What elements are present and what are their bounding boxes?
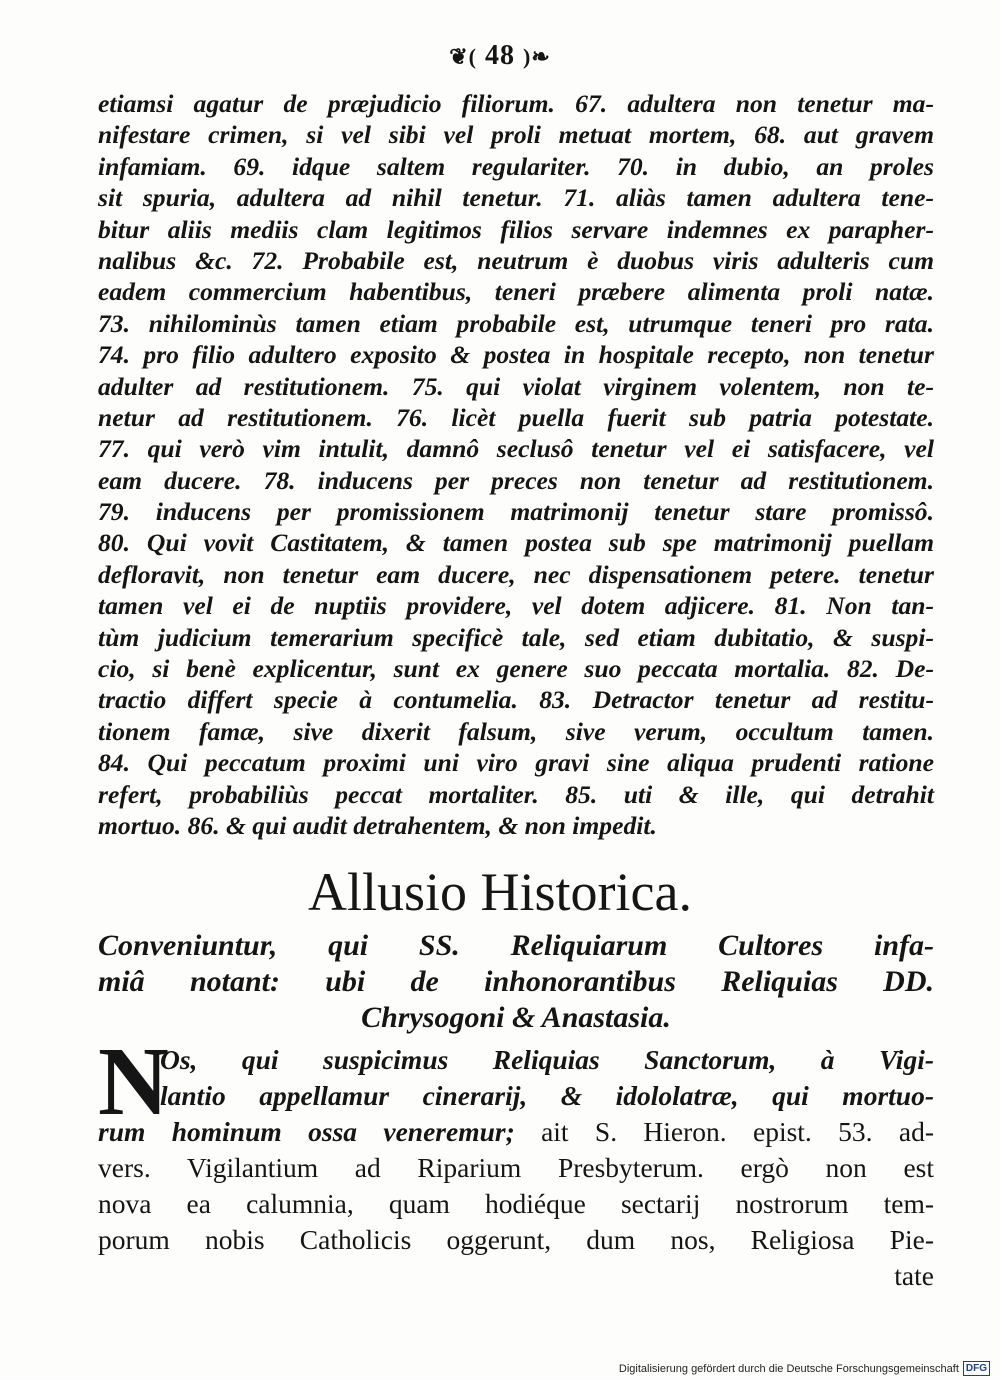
text-line: 79. inducens per promissionem matrimonij tenetur stare promissô. <box>98 497 934 527</box>
text-line: eam ducere. 78. inducens per preces non tenetur ad restitutionem. <box>98 465 934 495</box>
subhead-line: Chrysogoni & Anastasia. <box>361 1001 671 1034</box>
body-line: vers. Vigilantium ad Riparium Presbyterum. ergò non est <box>98 1152 934 1183</box>
body-paragraph <box>98 1028 934 1294</box>
text-line: refert, probabiliùs peccat mortaliter. 85. uti & ille, qui detrahit <box>98 779 934 809</box>
subhead-line: miâ notant: ubi de inhonorantibus Reliquias DD. <box>98 965 934 998</box>
body-line-rest: ait S. Hieron. epist. 53. ad- <box>514 1116 934 1147</box>
text-line: 80. Qui vovit Castitatem, & tamen postea sub spe matrimonij puellam <box>98 528 934 558</box>
ornament-left: ❦( <box>449 44 477 69</box>
section-subheading <box>98 928 934 1036</box>
text-line: etiamsi agatur de præjudicio filiorum. 67. adultera non tenetur ma- <box>98 89 934 118</box>
footer-text: Digitalisierung gefördert durch die Deutsche Forschungsgemeinschaft <box>618 1362 959 1375</box>
text-line: 84. Qui peccatum proximi uni viro gravi sine aliqua prudenti ratione <box>98 748 934 778</box>
page-number: 48 <box>485 40 515 71</box>
body-line <box>98 1114 934 1150</box>
text-line: cio, si benè explicentur, sunt ex genere suo peccata mortalia. 82. De- <box>98 654 934 684</box>
text-line: 77. qui verò vim intulit, damnô seclusô tenetur vel ei satisfacere, vel <box>98 434 934 464</box>
text-line: mortuo. 86. & qui audit detrahentem, & non impedit. <box>98 810 657 840</box>
section-heading: Allusio Historica. <box>308 862 692 922</box>
text-line: adulter ad restitutionem. 75. qui violat virginem volentem, non te- <box>98 371 934 401</box>
text-line: infamiam. 69. idque saltem regulariter. 70. in dubio, an proles <box>98 151 934 181</box>
body-line-italic: rum hominum ossa veneremur; <box>98 1116 515 1147</box>
ornament-right: )❧ <box>523 44 551 69</box>
text-line: nalibus &c. 72. Probabile est, neutrum è duobus viris adulteris cum <box>98 245 934 275</box>
text-line: 74. pro filio adultero exposito & postea in hospitale recepto, non tenetur <box>98 340 934 370</box>
subhead-line: Conveniuntur, qui SS. Reliquiarum Cultores infa- <box>98 929 934 962</box>
text-line: netur ad restitutionem. 76. licèt puella fuerit sub patria potestate. <box>98 402 934 432</box>
text-line: tionem famæ, sive dixerit falsum, sive verum, occultum tamen. <box>98 716 934 746</box>
dfg-logo: DFG <box>963 1361 990 1376</box>
text-line: eadem commercium habentibus, teneri præbere alimenta proli natæ. <box>98 277 934 307</box>
text-line: tamen vel ei de nuptiis providere, vel dotem adjicere. 81. Non tan- <box>98 591 934 621</box>
body-line: tate <box>894 1260 934 1291</box>
body-line: lantio appellamur cinerarij, & idololatræ, qui mortuo- <box>160 1080 934 1111</box>
digitization-footer <box>619 1361 990 1376</box>
text-line: sit spuria, adultera ad nihil tenetur. 71. aliàs tamen adultera tene- <box>98 183 934 213</box>
drop-cap: N <box>98 1028 169 1136</box>
text-line: 73. nihilominùs tamen etiam probabile est, utrumque teneri pro rata. <box>98 308 934 338</box>
body-line: nova ea calumnia, quam hodiéque sectarij nostrorum tem- <box>98 1188 934 1219</box>
text-line: tùm judicium temerarium specificè tale, sed etiam dubitatio, & suspi- <box>98 622 934 652</box>
text-line: bitur aliis mediis clam legitimos filios servare indemnes ex parapher- <box>98 214 934 244</box>
italic-text-block <box>98 88 934 841</box>
body-line: porum nobis Catholicis oggerunt, dum nos, Religiosa Pie- <box>98 1224 934 1255</box>
text-line: tractio differt specie à contumelia. 83. Detractor tenetur ad restitu- <box>98 685 934 715</box>
text-line: defloravit, non tenetur eam ducere, nec dispensationem petere. tenetur <box>98 559 934 589</box>
page-header <box>0 40 1000 72</box>
text-line: nifestare crimen, si vel sibi vel proli metuat mortem, 68. aut gravem <box>98 120 934 150</box>
body-line: Os, qui suspicimus Reliquias Sanctorum, à Vigi- <box>160 1044 934 1075</box>
